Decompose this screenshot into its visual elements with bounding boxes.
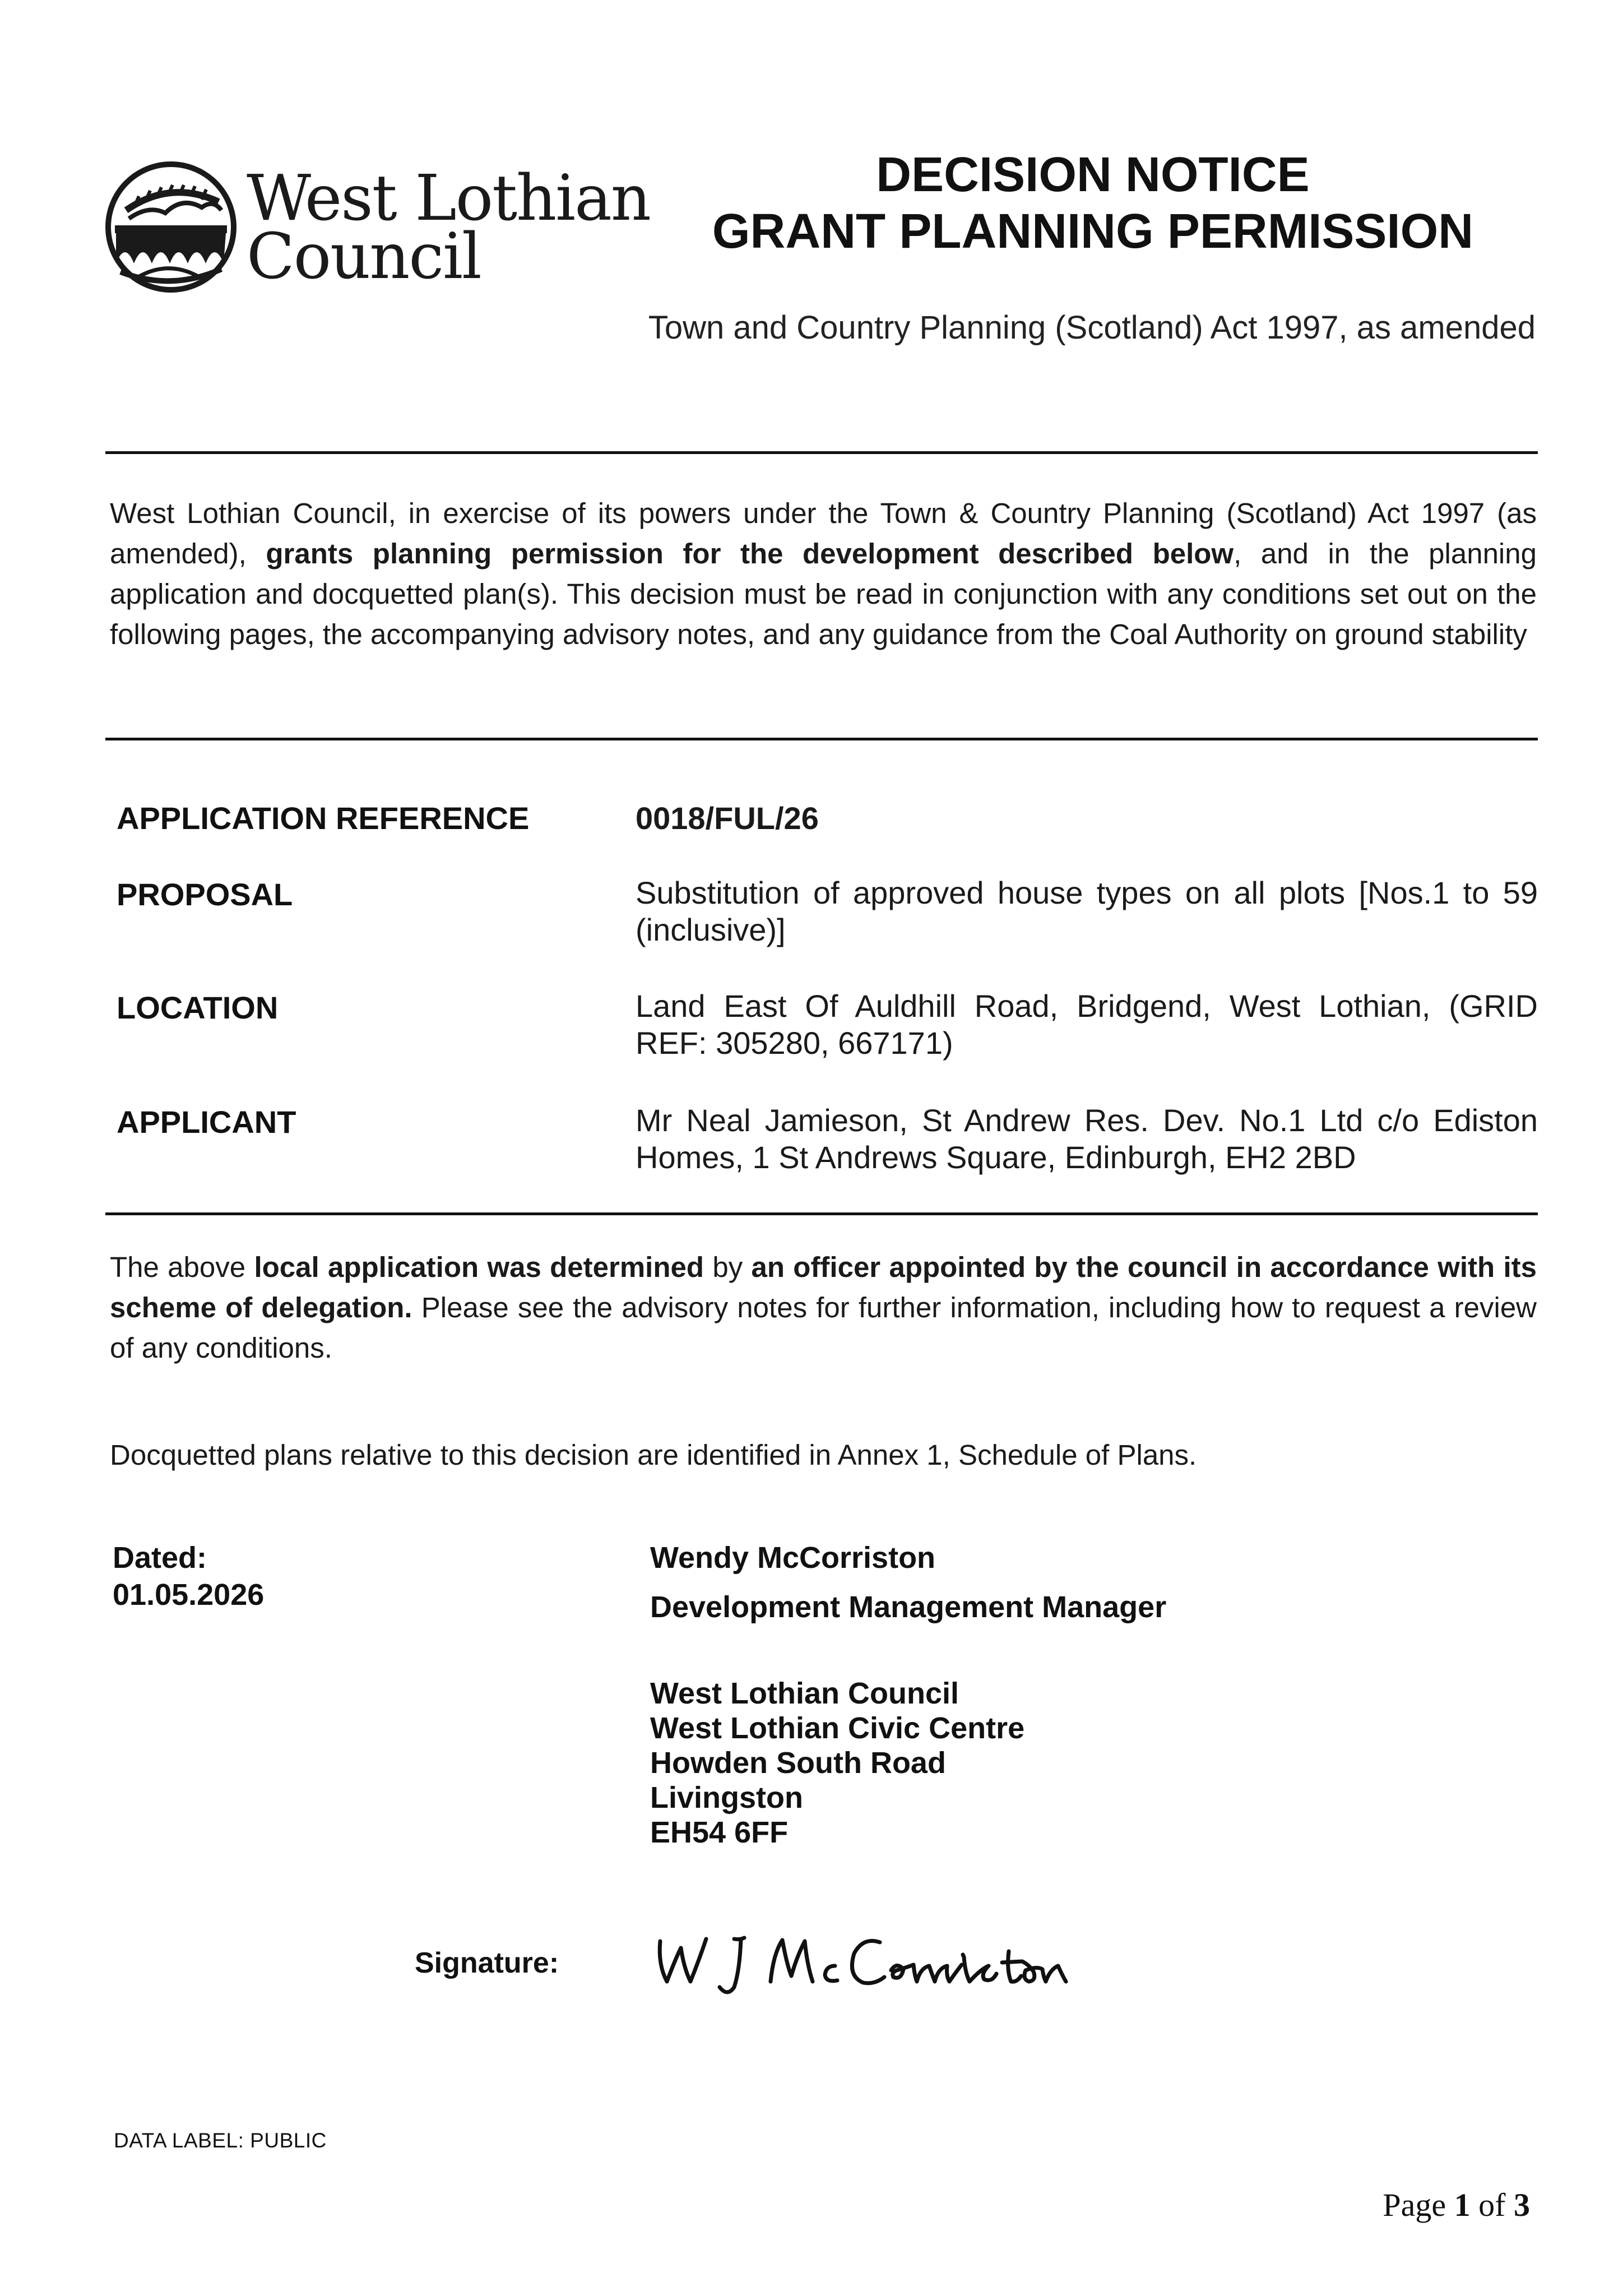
divider — [105, 1212, 1538, 1215]
council-address — [650, 1676, 1024, 1850]
determination-text: The above — [110, 1251, 254, 1283]
signer-title: Development Management Manager — [650, 1590, 1167, 1624]
intro-text-continued: , and in the planning application and docquetted plan(s). This decision must be read in conjunction with any conditions set out on the following pages, the accompanying advisory notes, and any guidance from the Coal Authority on ground stability — [110, 538, 1537, 650]
viaduct-emblem-icon — [104, 157, 238, 297]
address-line: Livingston — [650, 1781, 803, 1814]
logo-text-line-1: West Lothian — [247, 162, 651, 235]
intro-text: West Lothian Council, in exercise of its powers under the Town & Country Planning (Scotland) Act 1997 (as amended), — [110, 497, 1537, 570]
data-classification-label: DATA LABEL: PUBLIC — [114, 2129, 327, 2152]
divider — [105, 451, 1538, 454]
handwritten-signature — [650, 1925, 1098, 1998]
determination-paragraph — [110, 1247, 1537, 1368]
proposal-label: PROPOSAL — [117, 877, 293, 912]
application-reference-label: APPLICATION REFERENCE — [117, 800, 530, 836]
application-reference-value: 0018/FUL/26 — [636, 800, 819, 836]
intro-paragraph — [110, 493, 1537, 655]
divider — [105, 738, 1538, 740]
proposal-value: Substitution of approved house types on all plots [Nos.1 to 59 (inclusive)] — [636, 875, 1538, 947]
location-label: LOCATION — [117, 990, 279, 1025]
intro-bold-text: grants planning permission for the development described below — [266, 538, 1234, 570]
council-logo — [104, 157, 651, 297]
location-value: Land East Of Auldhill Road, Bridgend, West Lothian, (GRID REF: 305280, 667171) — [636, 988, 1538, 1061]
page-word: Page — [1383, 2187, 1446, 2223]
logo-text-line-2: Council — [247, 220, 481, 293]
page-current: 1 — [1454, 2187, 1471, 2223]
signer-name: Wendy McCorriston — [650, 1541, 936, 1575]
determination-bold-text: local application was determined — [254, 1251, 704, 1283]
applicant-value: Mr Neal Jamieson, St Andrew Res. Dev. No.1 Ltd c/o Ediston Homes, 1 St Andrews Square, Edinburgh, EH2 2BD — [636, 1103, 1538, 1175]
document-title: DECISION NOTICE — [876, 147, 1310, 202]
page-total: 3 — [1514, 2187, 1530, 2223]
docquetted-plans-note: Docquetted plans relative to this decision are identified in Annex 1, Schedule of Plans. — [110, 1439, 1197, 1471]
address-line: EH54 6FF — [650, 1816, 789, 1849]
applicant-label: APPLICANT — [117, 1104, 296, 1140]
determination-bold-text: an officer appointed by the council in accordance with its scheme of delegation. — [110, 1251, 1537, 1323]
dated-label: Dated: — [113, 1541, 207, 1575]
document-subtitle: GRANT PLANNING PERMISSION — [712, 204, 1474, 258]
signature-label: Signature: — [415, 1947, 559, 1979]
address-line: Howden South Road — [650, 1746, 946, 1780]
determination-text: by — [704, 1251, 752, 1283]
address-line: West Lothian Civic Centre — [650, 1711, 1025, 1745]
dated-value: 01.05.2026 — [113, 1578, 265, 1612]
page-number — [1289, 2189, 1530, 2221]
page-of: of — [1478, 2187, 1506, 2223]
act-reference: Town and Country Planning (Scotland) Act 1997, as amended — [648, 309, 1536, 346]
address-line: West Lothian Council — [650, 1677, 959, 1710]
determination-text: Please see the advisory notes for further information, including how to request a review of any conditions. — [110, 1292, 1537, 1364]
